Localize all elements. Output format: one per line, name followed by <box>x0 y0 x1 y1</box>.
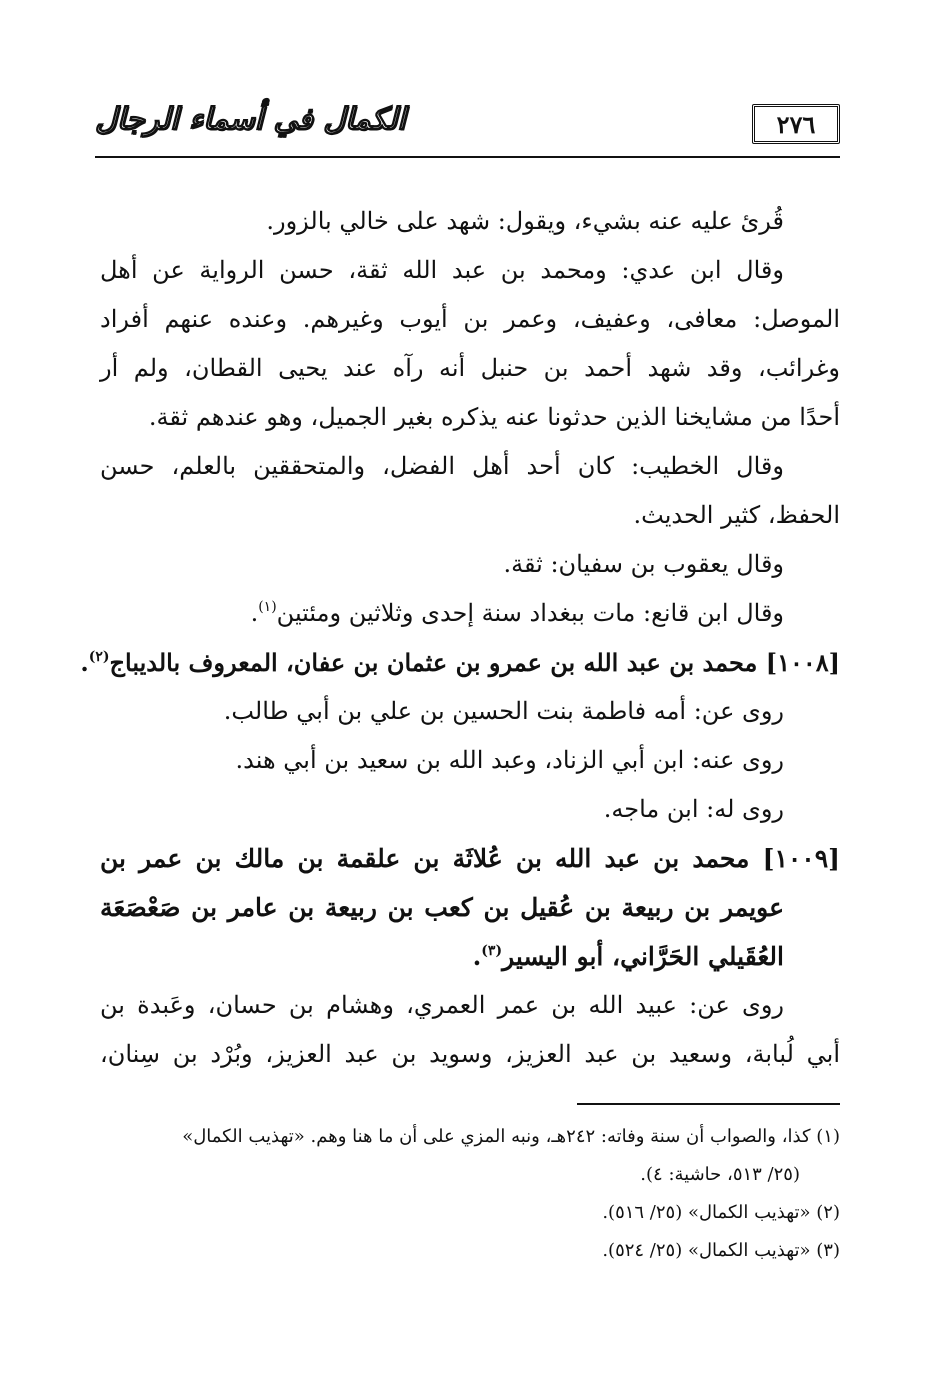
footnote-1-cont: (٢٥/ ٥١٣، حاشية: ٤). <box>640 1164 800 1185</box>
text-line: روى له: ابن ماجه. <box>603 795 784 823</box>
entry-1008-heading <box>80 638 840 687</box>
footnotes <box>100 1118 840 1270</box>
footnote-1: (١) كذا، والصواب أن سنة وفاته: ٢٤٢هـ، ونبه المزي على أن ما هنا وهم. «تهذيب الكمال» <box>182 1126 840 1147</box>
text-line: الحفظ، كثير الحديث. <box>633 501 840 529</box>
header-rule <box>95 156 840 158</box>
entry-name-part: محمد بن عبد الله بن عُلاثَة بن علقمة بن مالك بن عمر بن <box>100 844 750 873</box>
entry-number: [١٠٠٩] <box>762 844 840 873</box>
entry-number: [١٠٠٨] <box>765 648 840 677</box>
text-line: وقال ابن عدي: ومحمد بن عبد الله ثقة، حسن الرواية عن أهل <box>100 256 784 284</box>
main-text <box>80 197 841 1079</box>
footnote-mark-2: (٢) <box>88 649 110 665</box>
text-line: وقال الخطيب: كان أحد أهل الفضل، والمتحققين بالعلم، حسن <box>100 452 784 480</box>
line-end: . <box>80 648 89 677</box>
entry-1009-heading-end <box>100 932 840 981</box>
page-number-box <box>752 104 840 144</box>
line-end: . <box>472 942 482 971</box>
text-line: وقال يعقوب بن سفيان: ثقة. <box>503 550 784 578</box>
text-line: أبي لُبابة، وسعيد بن عبد العزيز، وسويد بن عبد العزيز، وبُرْد بن سِنان، <box>100 1040 840 1068</box>
text-line: روى عن: أمه فاطمة بنت الحسين بن علي بن أبي طالب. <box>223 697 784 725</box>
text-line: وغرائب، وقد شهد أحمد بن حنبل أنه رآه عند يحيى القطان، ولم أر <box>100 354 840 382</box>
text-line: روى عنه: ابن أبي الزناد، وعبد الله بن سعيد بن أبي هند. <box>235 746 784 774</box>
text-line: قُرئ عليه عنه بشيء، ويقول: شهد على خالي بالزور. <box>266 207 784 235</box>
footnote-2: (٢) «تهذيب الكمال» (٢٥/ ٥١٦). <box>602 1202 840 1223</box>
text-line: الموصل: معافى، وعفيف، وعمر بن أيوب وغيرهم. وعنده عنهم أفراد <box>100 305 841 333</box>
entry-name-part: العُقَيلي الحَرَّاني، أبو اليسير <box>502 942 784 971</box>
text-line: أحدًا من مشايخنا الذين حدثونا عنه يذكره بغير الجميل، وهو عندهم ثقة. <box>148 403 840 431</box>
entry-name: محمد بن عبد الله بن عمرو بن عثمان بن عفان، المعروف بالديباج <box>109 648 758 677</box>
running-header <box>95 100 840 158</box>
footnote-rule <box>577 1103 840 1105</box>
page-number: ٢٧٦ <box>776 109 816 139</box>
footnote-mark-3: (٣) <box>481 943 503 959</box>
entry-1009-heading <box>100 834 840 883</box>
running-title: الكمال في أسماء الرجال <box>95 102 406 137</box>
footnote-3: (٣) «تهذيب الكمال» (٢٥/ ٥٢٤). <box>602 1240 840 1261</box>
entry-1009-heading-cont: عويمر بن ربيعة بن عُقيل بن كعب بن ربيعة بن عامر بن صَعْصَعَة <box>100 893 784 922</box>
text-line: روى عن: عبيد الله بن عمر العمري، وهشام بن حسان، وعَبدة بن <box>100 991 784 1019</box>
footnote-mark-1: (١) <box>258 599 277 615</box>
ibn-qani-text: وقال ابن قانع: مات ببغداد سنة إحدى وثلاثين ومئتين <box>276 599 784 627</box>
text-line-ibn-qani <box>100 589 840 638</box>
line-end: . <box>250 599 259 627</box>
